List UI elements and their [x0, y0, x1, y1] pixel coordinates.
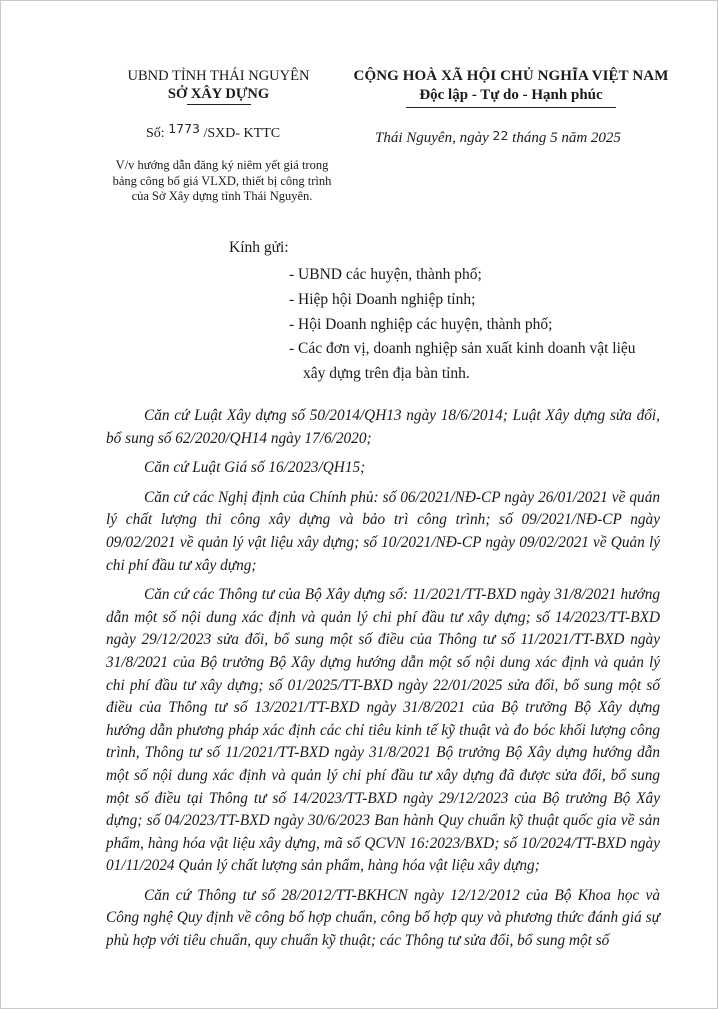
handwritten-number: 1773: [168, 121, 200, 136]
legal-basis-paragraph: Căn cứ Luật Xây dựng số 50/2014/QH13 ngày 18/6/2014; Luật Xây dựng sửa đổi, bổ sung số 62/2020/QH14 ngày 17/6/2020;: [106, 407, 660, 447]
national-motto: [341, 67, 681, 108]
motto-underline: [406, 107, 616, 108]
date-prefix: Thái Nguyên, ngày: [375, 130, 489, 146]
legal-basis-paragraph: Căn cứ Luật Giá số 16/2023/QH15;: [144, 459, 366, 477]
recipients-heading: Kính gửi:: [229, 239, 289, 256]
agency-department: SỞ XÂY DỰNG: [167, 86, 270, 102]
number-suffix: /SXD- KTTC: [203, 126, 281, 141]
agency-underline: [187, 104, 251, 105]
recipient-item-continuation: xây dựng trên địa bàn tỉnh.: [303, 365, 470, 383]
recipient-item: - Hội Doanh nghiệp các huyện, thành phố;: [289, 315, 553, 333]
agency-province: UBND TỈNH THÁI NGUYÊN: [127, 68, 310, 84]
legal-basis-paragraph: Căn cứ các Nghị định của Chính phủ: số 06/2021/NĐ-CP ngày 26/01/2021 về quản lý chất lượng thi công xây dựng và bảo trì công trình; số 09/2021/NĐ-CP ngày 09/02/2021 về quản lý vật liệu xây dựng; số 10/2021/NĐ-CP ngày 09/02/2021 về Quản lý chi phí đầu tư xây dựng;: [106, 488, 660, 574]
recipients-list: [289, 263, 636, 387]
number-prefix: Số:: [146, 126, 165, 141]
issue-date: [375, 130, 621, 147]
issuing-agency: [101, 67, 336, 105]
recipient-item: - Hiệp hội Doanh nghiệp tỉnh;: [289, 290, 476, 308]
subject-line: V/v hướng dẫn đăng ký niêm yết giá trong bảng công bố giá VLXD, thiết bị công trình của Sở Xây dựng tỉnh Thái Nguyên.: [112, 158, 332, 203]
document-number: [146, 121, 281, 142]
recipient-item: - Các đơn vị, doanh nghiệp sản xuất kinh doanh vật liệu: [289, 340, 636, 358]
recipient-item: - UBND các huyện, thành phố;: [289, 266, 482, 283]
nation-name: CỘNG HOÀ XÃ HỘI CHỦ NGHĨA VIỆT NAM: [353, 68, 669, 84]
legal-basis-paragraph: Căn cứ các Thông tư của Bộ Xây dựng số: 11/2021/TT-BXD ngày 31/8/2021 hướng dẫn một số nội dung xác định và quản lý chi phí đầu tư xây dựng; số 14/2023/TT-BXD ngày 29/12/2023 sửa đổi, bổ sung một số điều của Thông tư số 11/2021/TT-BXD ngày 31/8/2021 của Bộ trưởng Bộ Xây dựng hướng dẫn một số nội dung xác định và quản lý chi phí đầu tư xây dựng; số 01/2025/TT-BXD ngày 22/01/2025 sửa đổi, bổ sung một số điều của Thông tư số 13/2021/TT-BXD ngày 31/8/2021 của Bộ trưởng Bộ Xây dựng hướng dẫn phương pháp xác định các chỉ tiêu kinh tế kỹ thuật và đo bóc khối lượng công trình, Thông tư số 11/2021/TT-BXD ngày 31/8/2021 Bộ trưởng Bộ Xây dựng hướng dẫn một số nội dung xác định và quản lý chi phí đầu tư xây dựng đã được sửa đổi, bổ sung một số điều tại Thông tư số 14/2023/TT-BXD ngày 29/12/2023 của Bộ trưởng Bộ Xây dựng; số 04/2023/TT-BXD ngày 30/6/2023 Ban hành Quy chuẩn kỹ thuật quốc gia về sản phẩm, hàng hóa vật liệu xây dựng, mã số QCVN 16:2023/BXD; số 10/2024/TT-BXD ngày 01/11/2024 Quản lý chất lượng sản phẩm, hàng hóa vật liệu xây dựng;: [106, 586, 660, 875]
legal-basis-paragraph: Căn cứ Thông tư số 28/2012/TT-BKHCN ngày 12/12/2012 của Bộ Khoa học và Công nghệ Quy định về công bố hợp chuẩn, công bố hợp quy và phương thức đánh giá sự phù hợp với tiêu chuẩn, quy chuẩn kỹ thuật; các Thông tư sửa đổi, bổ sung một số: [106, 886, 660, 950]
handwritten-day: 22: [492, 128, 509, 143]
nation-motto: Độc lập - Tự do - Hạnh phúc: [419, 87, 603, 103]
date-suffix: tháng 5 năm 2025: [512, 130, 621, 146]
document-body: [106, 405, 660, 960]
